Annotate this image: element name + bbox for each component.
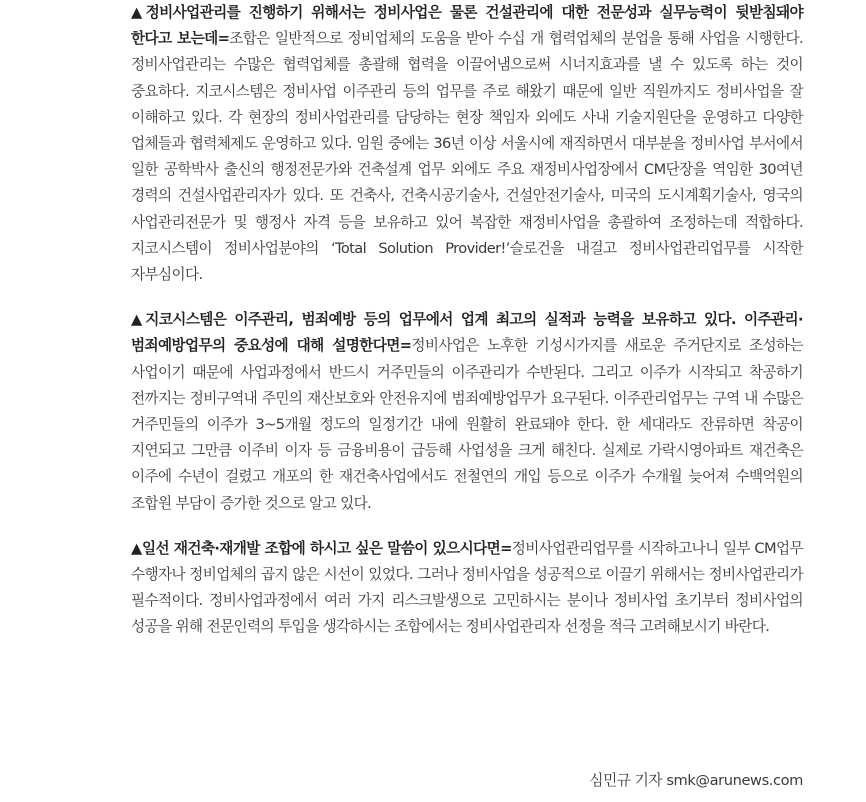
article-body	[131, 0, 803, 660]
interview-question-3: ▲일선 재건축·재개발 조합에 하시고 싶은 말씀이 있으시다면=	[131, 539, 512, 557]
interview-paragraph-1	[131, 0, 803, 288]
interview-paragraph-2	[131, 307, 803, 517]
interview-answer-1: 조합은 일반적으로 정비업체의 도움을 받아 수십 개 협력업체의 분업을 통해 사업을 시행한다. 정비사업관리는 수많은 협력업체를 총괄해 협력을 이끌어냄으로써 시너지효과를 낼 수 있도록 하는 것이 중요하다. 지코시스템은 정비사업 이주관리 등의 업무를 주로 해왔기 때문에 일반 직원까지도 정비사업을 잘 이해하고 있다. 각 현장의 정비사업관리를 담당하는 현장 책임자 외에도 사내 기술지원단을 운영하고 다양한 업체들과 협력체제도 운영하고 있다. 임원 중에는 36년 이상 서울시에 재직하면서 대부분을 정비사업 부서에서 일한 공학박사 출신의 행정전문가와 건축설계 업무 외에도 주요 재정비사업장에서 CM단장을 역임한 30여년 경력의 건설사업관리자가 있다. 또 건축사, 건축시공기술사, 건설안전기술사, 미국의 도시계획기술사, 영국의 사업관리전문가 및 행정사 자격 등을 보유하고 있어 복잡한 재정비사업을 총괄하여 조정하는데 적합하다. 지코시스템이 정비사업분야의 ‘Total Solution Provider!’슬로건을 내걸고 정비사업관리업무를 시작한 자부심이다.	[131, 30, 803, 284]
interview-answer-3: 정비사업관리업무를 시작하고나니 일부 CM업무 수행자나 정비업체의 곱지 않은 시선이 있었다. 그러나 정비사업을 성공적으로 이끌기 위해서는 정비사업관리가 필수적이다. 정비사업과정에서 여러 가지 리스크발생으로 고민하시는 분이나 정비사업 초기부터 정비사업의 성공을 위해 전문인력의 투입을 생각하시는 조합에서는 정비사업관리자 선정을 적극 고려해보시기 바란다.	[131, 539, 804, 636]
interview-paragraph-3	[131, 536, 803, 641]
reporter-byline: 심민규 기자 smk@arunews.com	[589, 772, 803, 789]
interview-answer-2: 정비사업은 노후한 기성시가지를 새로운 주거단지로 조성하는 사업이기 때문에 사업과정에서 반드시 거주민들의 이주관리가 수반된다. 그리고 이주가 시작되고 착공하기 전까지는 정비구역내 주민의 재산보호와 안전유지에 범죄예방업무가 요구된다. 이주관리업무는 구역 내 수많은 거주민들의 이주가 3~5개월 정도의 일정기간 내에 원활히 완료돼야 한다. 한 세대라도 잔류하면 착공이 지연되고 그만큼 이주비 이자 등 금융비용이 급등해 사업성을 크게 해친다. 실제로 가락시영아파트 재건축은 이주에 수년이 걸렸고 개포의 한 재건축사업에서도 전철연의 개입 등으로 이주가 수개월 늦어져 수백억원의 조합원 부담이 증가한 것으로 알고 있다.	[131, 337, 803, 512]
interview-question-1: ▲정비사업관리를 진행하기 위해서는 정비사업은 물론 건설관리에 대한 전문성과 실무능력이 뒷받침돼야 한다고 보는데=	[131, 4, 803, 48]
interview-question-2: ▲지코시스템은 이주관리, 범죄예방 등의 업무에서 업계 최고의 실적과 능력을 보유하고 있다. 이주관리·범죄예방업무의 중요성에 대해 설명한다면=	[131, 311, 803, 355]
